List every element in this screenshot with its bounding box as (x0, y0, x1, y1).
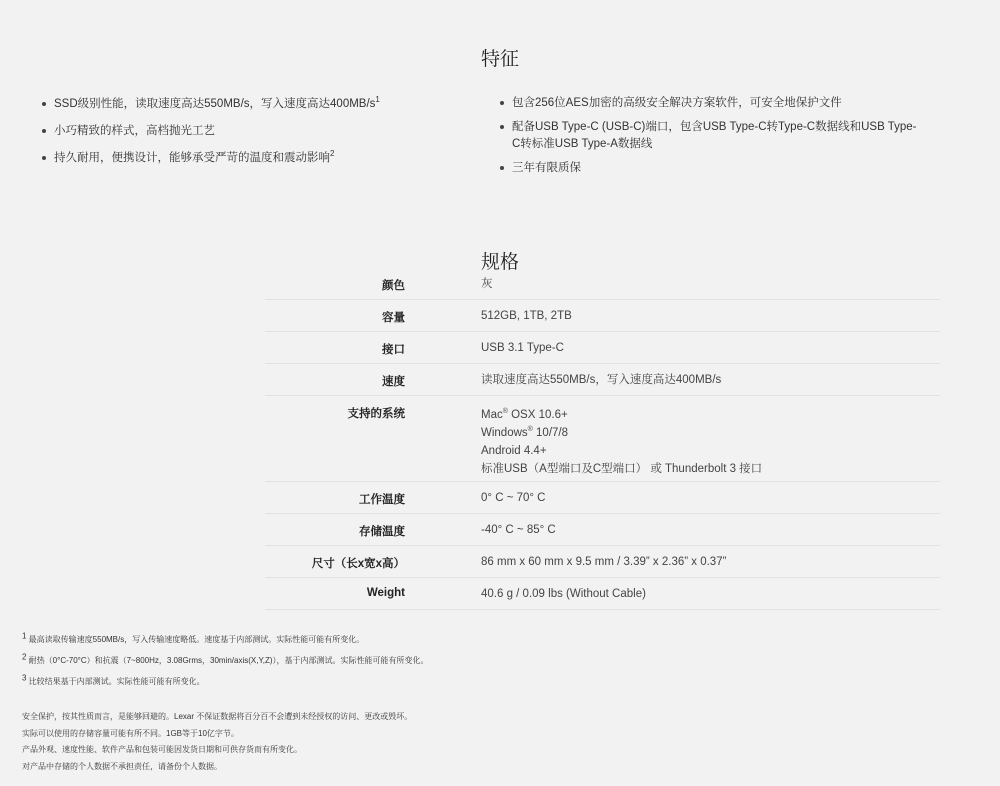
spec-label: Weight (366, 587, 405, 599)
feature-item: SSD级别性能，读取速度高达550MB/s，写入速度高达$400MB/s^1$ (42, 96, 442, 113)
spec-label: 工作温度 (359, 494, 405, 506)
spec-value: 读取速度高达550MB/s，写入速度高达400MB/s (481, 374, 722, 386)
os-windows: Windows® 10/7/8 (481, 426, 568, 439)
os-mac: Mac® OSX 10.6+ (481, 408, 568, 421)
spec-value: -40° C ~ 85° C (481, 524, 556, 536)
spec-row (265, 546, 940, 578)
features-list-right (500, 95, 920, 184)
spec-label: 速度 (382, 376, 405, 388)
spec-value: USB 3.1 Type-C (481, 342, 564, 354)
spec-value: 灰 (481, 278, 493, 290)
feature-item: 三年有限质保 (500, 160, 920, 177)
spec-value-os (481, 406, 931, 478)
footnote: $^3$ 比较结果基于内部测试。实际性能可能有所变化。 (22, 673, 205, 686)
disclaimer-line: 产品外观、速度性能、软件产品和包装可能因发货日期和可供存货而有所变化。 (22, 745, 302, 754)
spec-label: 尺寸（长x宽x高） (311, 558, 405, 570)
specs-table (265, 268, 940, 610)
features-list-left (42, 96, 442, 177)
spec-row (265, 364, 940, 396)
spec-row (265, 300, 940, 332)
specs-title: 规格 (480, 251, 519, 273)
feature-item: 包含256位AES加密的高级安全解决方案软件，可安全地保护文件 (500, 95, 920, 112)
spec-label: 颜色 (382, 280, 405, 292)
spec-value: 40.6 g / 0.09 lbs (Without Cable) (481, 588, 646, 600)
spec-value: 0° C ~ 70° C (481, 492, 546, 504)
spec-row (265, 482, 940, 514)
os-android: Android 4.4+ (481, 445, 547, 457)
feature-item: 配备USB Type-C (USB-C)端口，包含USB Type-C转Type-C数据线和USB Type-C转标准USB Type-A数据线 (500, 119, 920, 153)
features-title: 特征 (480, 48, 519, 70)
spec-value: 86 mm x 60 mm x 9.5 mm / 3.39” x 2.36” x 0.37” (481, 556, 727, 568)
disclaimer-line: 对产品中存储的个人数据不承担责任，请备份个人数据。 (22, 761, 222, 771)
feature-item: 持久耐用，便携设计，能够承受严苛的温度和震动影响$^2$ (42, 150, 442, 167)
spec-row (265, 332, 940, 364)
footnote: $^1$ 最高读取传输速度550MB/s，写入传输速度略低。速度基于内部测试。实际性能可能有所变化。 (22, 631, 365, 644)
spec-row (265, 514, 940, 546)
spec-row (265, 578, 940, 610)
os-usb: 标准USB（A型端口及C型端口） 或 Thunderbolt 3 接口 (481, 463, 763, 475)
disclaimer-line: 实际可以使用的存储容量可能有所不同。1GB等于10亿字节。 (22, 728, 239, 738)
spec-label: 存储温度 (359, 526, 405, 538)
spec-label: 接口 (382, 344, 405, 356)
footnote: $^2$ 耐热（0°C-70°C）和抗震（7~800Hz，3.08Grms，30min/axis(X,Y,Z)），基于内部测试。实际性能可能有所变化。 (22, 652, 429, 665)
disclaimer-line: 安全保护，按其性质而言，是能够回避的。Lexar 不保证数据将百分百不会遭到未经授权的访问、更改或毁坏。 (22, 712, 413, 721)
feature-item: 小巧精致的样式，高档抛光工艺 (42, 123, 442, 140)
spec-value: 512GB, 1TB, 2TB (481, 310, 572, 322)
spec-label: 支持的系统 (347, 408, 405, 420)
spec-row (265, 396, 940, 482)
spec-row (265, 268, 940, 300)
spec-label: 容量 (382, 312, 405, 324)
disclaimer (22, 709, 972, 775)
footnotes (22, 631, 972, 697)
